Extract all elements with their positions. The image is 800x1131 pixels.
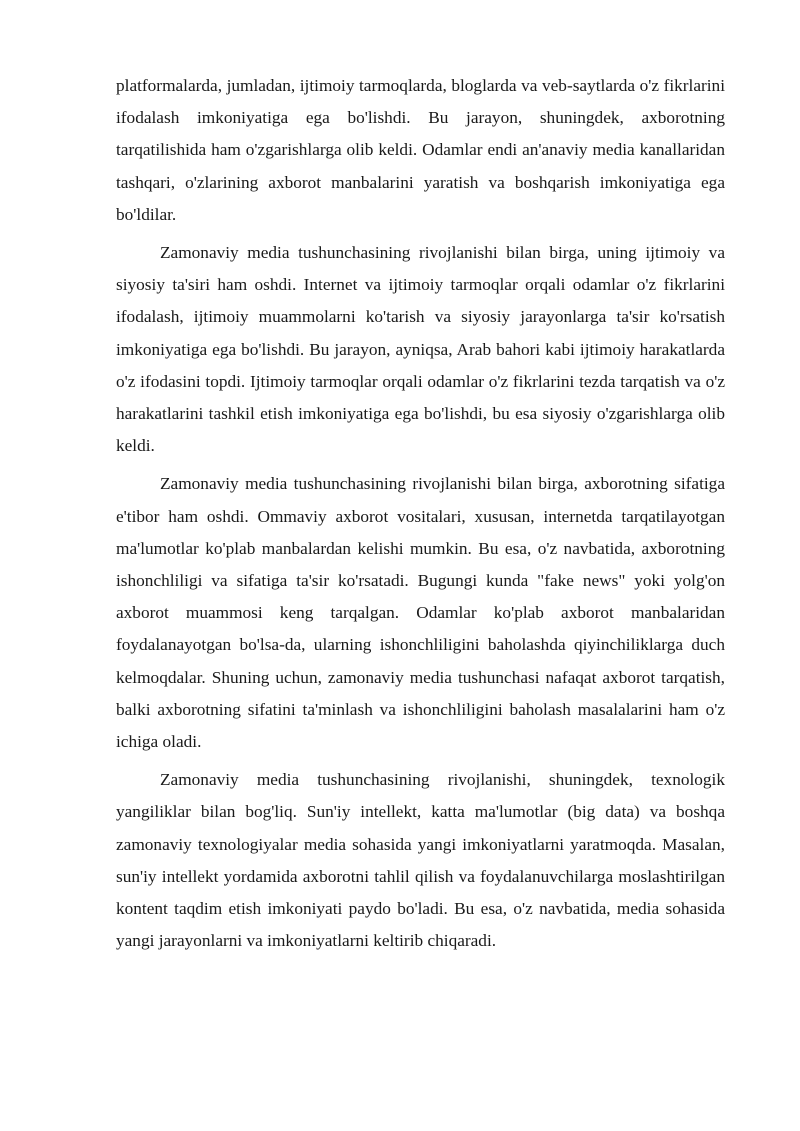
paragraph-technology: Zamonaviy media tushunchasining rivojlanishi, shuningdek, texnologik yangiliklar bilan bog'liq. Sun'iy intellekt, katta ma'lumotlar (big data) va boshqa zamonaviy texnologiyalar media sohasida yangi imkoniyatlarni yaratmoqda. Masalan, sun'iy intellekt yordamida axborotni tahlil qilish va foydalanuvchilarga moslashtirilgan kontent taqdim etish imkoniyati paydo bo'ladi. Bu esa, o'z navbatida, media sohasida yangi jarayonlarni va imkoniyatlarni keltirib chiqaradi.	[116, 770, 725, 951]
paragraph-continuation: platformalarda, jumladan, ijtimoiy tarmoqlarda, bloglarda va veb-saytlarda o'z fikrlarini ifodalash imkoniyatiga ega bo'lishdi. Bu jarayon, shuningdek, axborotning tarqatilishida ham o'zgarishlarga olib keldi. Odamlar endi an'anaviy media kanallaridan tashqari, o'zlarining axborot manbalarini yaratish va boshqarish imkoniyatiga ega bo'ldilar.	[116, 76, 725, 224]
paragraph-information-quality: Zamonaviy media tushunchasining rivojlanishi bilan birga, axborotning sifatiga e'tibor ham oshdi. Ommaviy axborot vositalari, xususan, internetda tarqatilayotgan ma'lumotlar ko'plab manbalardan kelishi mumkin. Bu esa, o'z navbatida, axborotning ishonchliligi va sifatiga ta'sir ko'rsatadi. Bugungi kunda "fake news" yoki yolg'on axborot muammosi keng tarqalgan. Odamlar ko'plab axborot manbalaridan foydalanayotgan bo'lsa-da, ularning ishonchliligini baholashda qiyinchiliklarga duch kelmoqdalar. Shuning uchun, zamonaviy media tushunchasi nafaqat axborot tarqatish, balki axborotning sifatini ta'minlash va ishonchliligini baholash masalalarini ham o'z ichiga oladi.	[116, 474, 725, 752]
paragraph-social-political-impact: Zamonaviy media tushunchasining rivojlanishi bilan birga, uning ijtimoiy va siyosiy ta'siri ham oshdi. Internet va ijtimoiy tarmoqlar orqali odamlar o'z fikrlarini ifodalash, ijtimoiy muammolarni ko'tarish va siyosiy jarayonlarga ta'sir ko'rsatish imkoniyatiga ega bo'lishdi. Bu jarayon, ayniqsa, Arab bahori kabi ijtimoiy harakatlarda o'z ifodasini topdi. Ijtimoiy tarmoqlar orqali odamlar o'z fikrlarini tezda tarqatish va o'z harakatlarini tashkil etish imkoniyatiga ega bo'lishdi, bu esa siyosiy o'zgarishlarga olib keldi.	[116, 243, 725, 456]
document-page	[116, 70, 725, 963]
